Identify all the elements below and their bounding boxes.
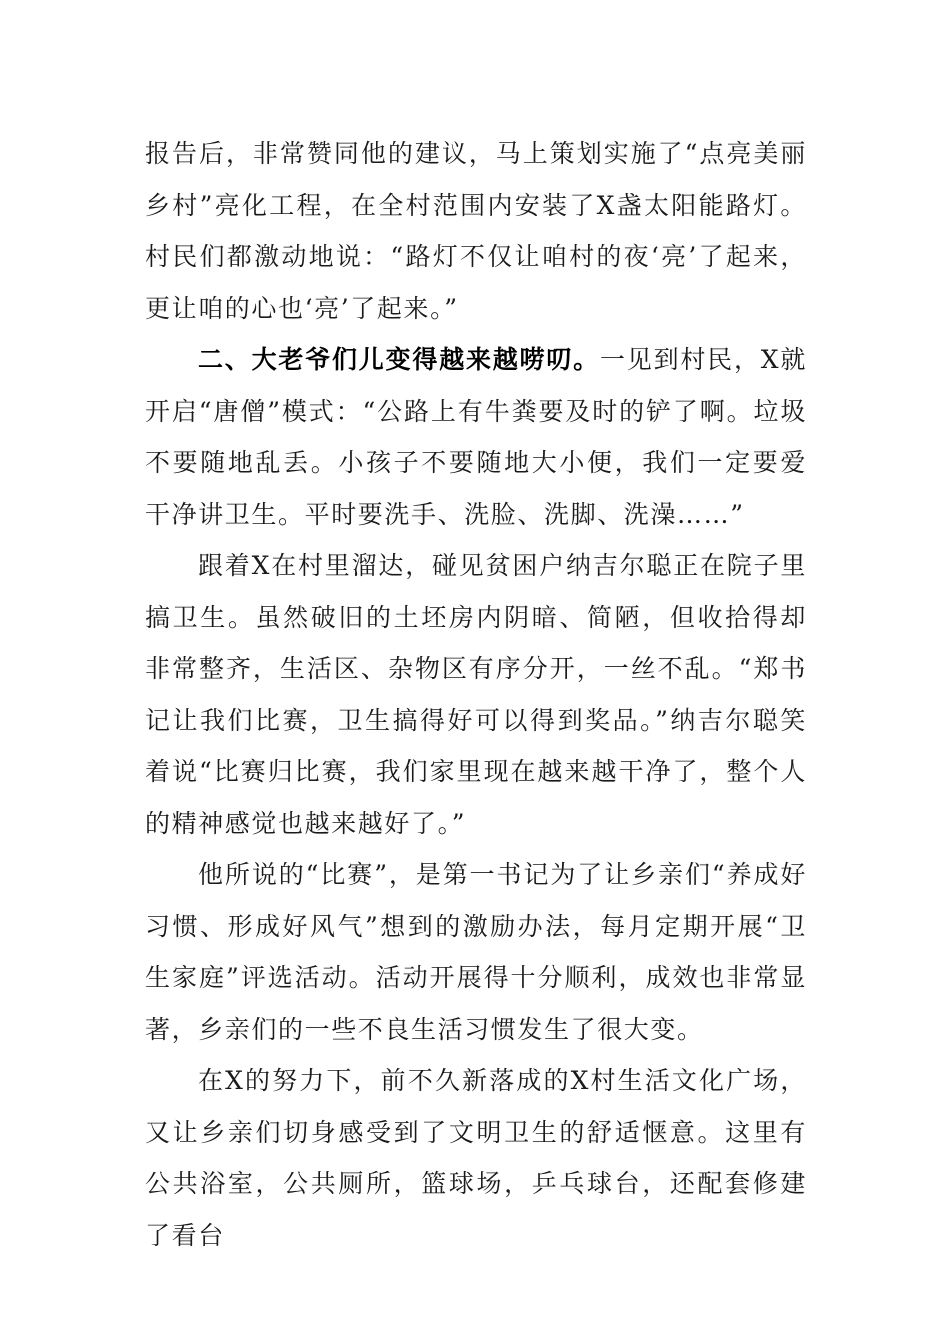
paragraph-1 — [145, 128, 807, 334]
paragraph-3-text: 跟着X在村里溜达，碰见贫困户纳吉尔聪正在院子里搞卫生。虽然破旧的土坯房内阴暗、简陋，但收拾得却非常整齐，生活区、杂物区有序分开，一丝不乱。“郑书记让我们比赛，卫生搞得好可以得到奖品。”纳吉尔聪笑着说“比赛归比赛，我们家里现在越来越干净了，整个人的精神感觉也越来越好了。” — [145, 551, 807, 838]
paragraph-1-text: 报告后，非常赞同他的建议，马上策划实施了“点亮美丽乡村”亮化工程，在全村范围内安装了X盏太阳能路灯。村民们都激动地说：“路灯不仅让咱村的夜‘亮’了起来，更让咱的心也‘亮’了起来。” — [145, 139, 807, 323]
document-body — [145, 128, 807, 1261]
paragraph-2-text: 一见到村民，X就开启“唐僧”模式：“公路上有牛粪要及时的铲了啊。垃圾不要随地乱丢。小孩子不要随地大小便，我们一定要爱干净讲卫生。平时要洗手、洗脸、洗脚、洗澡……” — [145, 345, 807, 529]
paragraph-4 — [145, 849, 807, 1055]
paragraph-3 — [145, 540, 807, 849]
paragraph-4-text: 他所说的“比赛”，是第一书记为了让乡亲们“养成好习惯、形成好风气”想到的激励办法，每月定期开展“卫生家庭”评选活动。活动开展得十分顺利，成效也非常显著，乡亲们的一些不良生活习惯发生了很大变。 — [145, 860, 807, 1044]
paragraph-2 — [145, 334, 807, 540]
paragraph-5 — [145, 1055, 807, 1261]
paragraph-5-text: 在X的努力下，前不久新落成的X村生活文化广场，又让乡亲们切身感受到了文明卫生的舒适惬意。这里有公共浴室，公共厕所，篮球场，乒乓球台，还配套修建了看台 — [145, 1066, 807, 1250]
section-heading: 二、大老爷们儿变得越来越唠叨。 — [198, 345, 600, 374]
